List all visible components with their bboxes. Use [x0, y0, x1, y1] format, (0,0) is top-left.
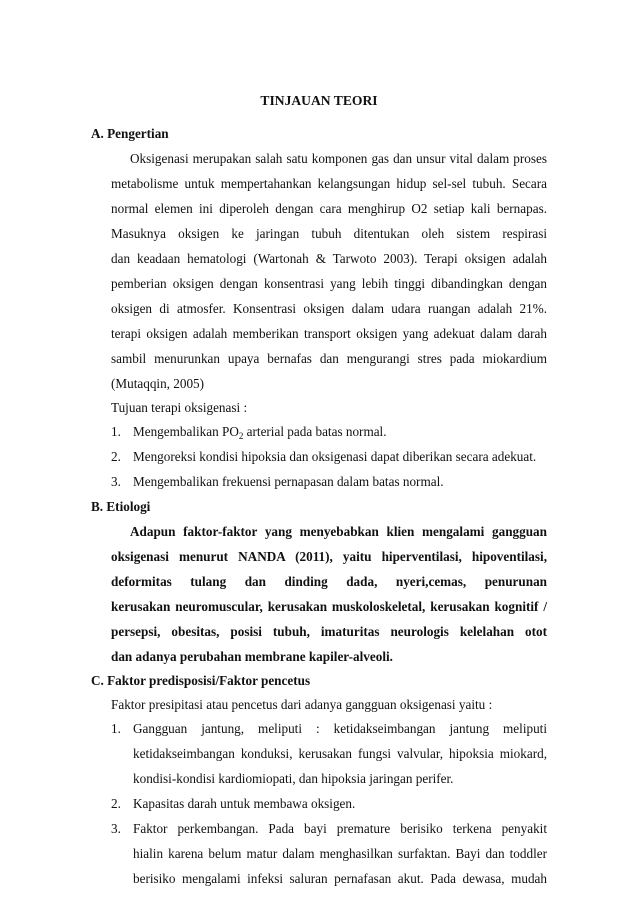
factor-line: Faktor perkembangan. Pada bayi premature berisiko terkena penyakit [133, 821, 547, 836]
section-a-line: dan keadaan hematologi (Wartonah & Tarwoto 2003). Terapi oksigen adalah [111, 251, 547, 266]
factor-line: hialin karena belum matur dalam menghasilkan surfaktan. Bayi dan toddler [133, 846, 547, 861]
section-b-line: Adapun faktor-faktor yang menyebabkan klien mengalami gangguan [130, 524, 547, 539]
section-b-line: dan adanya perubahan membrane kapiler-alveoli. [111, 649, 393, 664]
goal-number: 1. [111, 424, 121, 439]
factor-line: Gangguan jantung, meliputi : ketidakseimbangan jantung meliputi [133, 721, 547, 736]
factor-line: Kapasitas darah untuk membawa oksigen. [133, 796, 356, 811]
section-a-line: metabolisme untuk mempertahankan kelangsungan hidup sel-sel tubuh. Secara [111, 176, 547, 191]
section-b-line: kerusakan neuromuscular, kerusakan muskoloskeletal, kerusakan kognitif / [111, 599, 547, 614]
section-c-heading: C. Faktor predisposisi/Faktor pencetus [91, 673, 311, 688]
section-a-line: terapi oksigen adalah memberikan transport oksigen yang adekuat dalam darah [111, 326, 547, 341]
section-c-intro: Faktor presipitasi atau pencetus dari adanya gangguan oksigenasi yaitu : [111, 697, 493, 712]
section-a-line: Masuknya oksigen ke jaringan tubuh ditentukan oleh sistem respirasi [111, 226, 547, 241]
factor-line: kondisi-kondisi kardiomiopati, dan hipoksia jaringan perifer. [133, 771, 454, 786]
section-b-line: oksigenasi menurut NANDA (2011), yaitu hiperventilasi, hipoventilasi, [111, 549, 547, 564]
section-b-line: deformitas tulang dan dinding dada, nyeri,cemas, penurunan [111, 574, 547, 589]
goal-number: 2. [111, 449, 121, 464]
section-a-line: Oksigenasi merupakan salah satu komponen gas dan unsur vital dalam proses [130, 151, 547, 166]
section-b-heading: B. Etiologi [91, 499, 151, 514]
section-a-heading: A. Pengertian [91, 126, 169, 141]
goal-item [133, 424, 387, 440]
goal-text: arterial pada batas normal. [243, 424, 387, 439]
section-a-line: oksigen di atmosfer. Konsentrasi oksigen dalam udara ruangan adalah 21%. [111, 301, 547, 316]
factor-number: 1. [111, 721, 121, 736]
section-a-line: sambil menurunkan upaya bernafas dan mengurangi stres pada miokardium [111, 351, 547, 366]
section-a-line: pemberian oksigen dengan konsentrasi yang lebih tinggi dibandingkan dengan [111, 276, 547, 291]
goal-item: Mengoreksi kondisi hipoksia dan oksigenasi dapat diberikan secara adekuat. [133, 449, 537, 464]
goal-text: Mengembalikan PO [133, 424, 239, 439]
section-b-line: persepsi, obesitas, posisi tubuh, imaturitas neurologis kelelahan otot [111, 624, 547, 639]
section-a-line: (Mutaqqin, 2005) [111, 376, 205, 391]
goal-subscript: 2 [238, 431, 244, 441]
factor-line: ketidakseimbangan konduksi, kerusakan fungsi valvular, hipoksia miokard, [133, 746, 547, 761]
factor-line: berisiko mengalami infeksi saluran pernafasan akut. Pada dewasa, mudah [133, 871, 547, 886]
goal-number: 3. [111, 474, 121, 489]
factor-number: 2. [111, 796, 121, 811]
section-a-line: normal elemen ini diperoleh dengan cara menghirup O2 setiap kali bernapas. [111, 201, 547, 216]
goal-item: Mengembalikan frekuensi pernapasan dalam batas normal. [133, 474, 444, 489]
page-title: TINJAUAN TEORI [260, 93, 378, 108]
goals-intro: Tujuan terapi oksigenasi : [111, 400, 248, 415]
factor-number: 3. [111, 821, 121, 836]
